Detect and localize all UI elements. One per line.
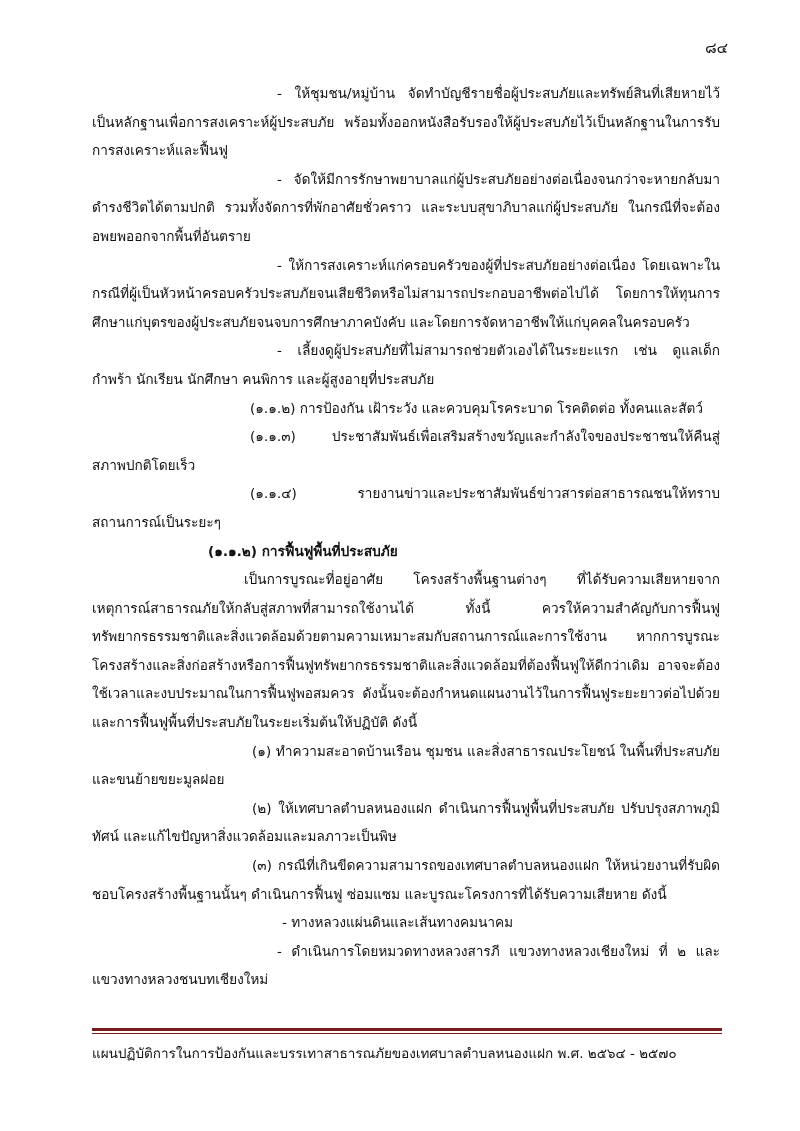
paragraph: เป็นการบูรณะที่อยู่อาศัย โครงสร้างพื้นฐานต่างๆ ที่ได้รับความเสียหายจากเหตุการณ์สาธารณภัยให้กลับสู่สภาพที่สามารถใช้งานได้ ทั้งนี้ ควรให้ความสำคัญกับการฟื้นฟูทรัพยากรธรรมชาติและสิ่งแวดล้อมด้วยตามความเหมาะสมกับสถานการณ์และการใช้งาน หากการบูรณะโครงสร้างและสิ่งก่อสร้างหรือการฟื้นฟูทรัพยากรธรรมชาติและสิ่งแวดล้อมที่ต้องฟื้นฟูให้ดีกว่าเดิม อาจจะต้องใช้เวลาและงบประมาณในการฟื้นฟูพอสมควร ดังนั้นจะต้องกำหนดแผนงานไว้ในการฟื้นฟูระยะยาวต่อไปด้วยและการฟื้นฟูพื้นที่ประสบภัยในระยะเริ่มต้นให้ปฏิบัติ ดังนี้ bbox=[92, 572, 720, 732]
paragraph: (๑) ทำความสะอาดบ้านเรือน ชุมชน และสิ่งสาธารณประโยชน์ ในพื้นที่ประสบภัยและขนย้ายขยะมูลฝอย bbox=[92, 743, 720, 789]
document-body bbox=[92, 80, 720, 995]
paragraph: (๓) กรณีที่เกินขีดความสามารถของเทศบาลตำบลหนองแฝก ให้หน่วยงานที่รับผิดชอบโครงสร้างพื้นฐานนั้นๆ ดำเนินการฟื้นฟู ซ่อมแซม และบูรณะโครงการที่ได้รับความเสียหาย ดังนี้ bbox=[92, 858, 720, 903]
paragraph: (๑.๑.๒) การป้องกัน เฝ้าระวัง และควบคุมโรคระบาด โรคติดต่อ ทั้งคนและสัตว์ bbox=[250, 400, 703, 417]
paragraph: - ให้ชุมชน/หมู่บ้าน จัดทำบัญชีรายชื่อผู้ประสบภัยและทรัพย์สินที่เสียหายไว้เป็นหลักฐานเพื่อการสงเคราะห์ผู้ประสบภัย พร้อมทั้งออกหนังสือรับรองให้ผู้ประสบภัยไว้เป็นหลักฐานในการรับการสงเคราะห์และฟื้นฟู bbox=[92, 86, 720, 160]
paragraph: (๑.๑.๔) รายงานข่าวและประชาสัมพันธ์ข่าวสารต่อสาธารณชนให้ทราบสถานการณ์เป็นระยะๆ bbox=[92, 486, 720, 531]
section-heading: (๑.๑.๒) การฟื้นฟูพื้นที่ประสบภัย bbox=[208, 543, 398, 560]
paragraph: - ทางหลวงแผ่นดินและเส้นทางคมนาคม bbox=[282, 915, 514, 932]
paragraph: - ให้การสงเคราะห์แก่ครอบครัวของผู้ที่ประสบภัยอย่างต่อเนื่อง โดยเฉพาะในกรณีที่ผู้เป็นหัวหน้าครอบครัวประสบภัยจนเสียชีวิตหรือไม่สามารถประกอบอาชีพต่อไปได้ โดยการให้ทุนการศึกษาแก่บุตรของผู้ประสบภัยจนจบการศึกษาภาคบังคับ และโดยการจัดหาอาชีพให้แก่บุคคลในครอบครัว bbox=[92, 257, 720, 331]
paragraph: - เลี้ยงดูผู้ประสบภัยที่ไม่สามารถช่วยตัวเองได้ในระยะแรก เช่น ดูแลเด็กกำพร้า นักเรียน นักศึกษา คนพิการ และผู้สูงอายุที่ประสบภัย bbox=[92, 343, 720, 388]
page-number: ๘๔ bbox=[705, 39, 728, 57]
footer-text: แผนปฏิบัติการในการป้องกันและบรรเทาสาธารณภัยของเทศบาลตำบลหนองแฝก พ.ศ. ๒๕๖๔ - ๒๕๗๐ bbox=[92, 1046, 677, 1062]
footer-rule bbox=[92, 1028, 722, 1031]
paragraph: - ดำเนินการโดยหมวดทางหลวงสารภี แขวงทางหลวงเชียงใหม่ ที่ ๒ และแขวงทางหลวงชนบทเชียงใหม่ bbox=[92, 943, 720, 989]
paragraph: - จัดให้มีการรักษาพยาบาลแก่ผู้ประสบภัยอย่างต่อเนื่องจนกว่าจะหายกลับมาดำรงชีวิตได้ตามปกติ รวมทั้งจัดการที่พักอาศัยชั่วคราว และระบบสุขาภิบาลแก่ผู้ประสบภัย ในกรณีที่จะต้องอพยพออกจากพื้นที่อันตราย bbox=[92, 171, 720, 245]
footer-rule-thin bbox=[92, 1033, 722, 1034]
paragraph: (๒) ให้เทศบาลตำบลหนองแฝก ดำเนินการฟื้นฟูพื้นที่ประสบภัย ปรับปรุงสภาพภูมิทัศน์ และแก้ไขปัญหาสิ่งแวดล้อมและมลภาวะเป็นพิษ bbox=[92, 800, 720, 846]
paragraph: (๑.๑.๓) ประชาสัมพันธ์เพื่อเสริมสร้างขวัญและกำลังใจของประชาชนให้คืนสู่สภาพปกติโดยเร็ว bbox=[92, 429, 720, 474]
